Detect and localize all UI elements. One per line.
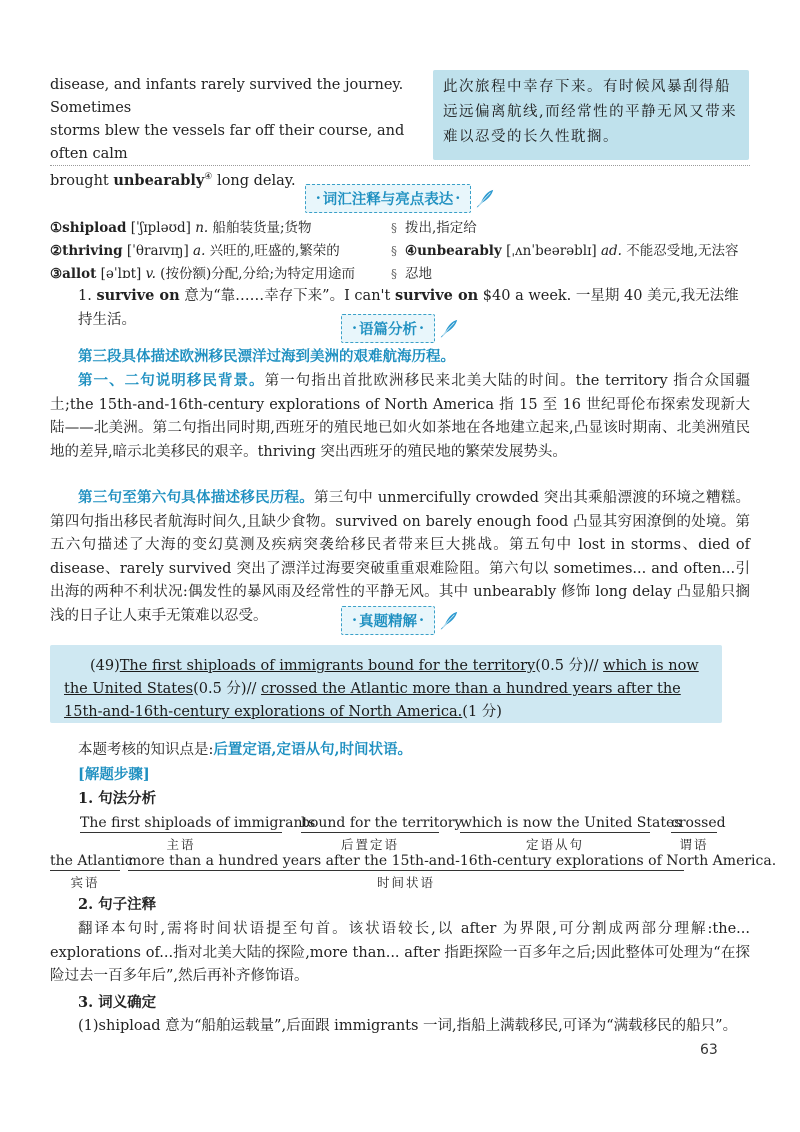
analysis-heading: 第三段具体描述欧洲移民漂洋过海到美洲的艰难航海历程。: [78, 348, 455, 365]
vocab-entry: ①shipload [ˈʃɪpləʊd] n. 船舶装货量;货物: [50, 220, 312, 236]
section-title: 语篇分析: [359, 321, 417, 338]
analysis-paragraph-1: 第一、二句说明移民背景。第一句指出首批欧洲移民来北美大陆的时间。the territory 指合众国疆土;the 15th-and-16th-century explorations of North America 指 15 至 16 世纪哥伦布探索发现新大陆——北美洲。第二句指出同时期,西班牙的殖民地已如火如茶地在各地建立起来,凸显该时期南、北美洲殖民地的差异,暗示北美移民的艰辛。thriving 突出西班牙的殖民地的繁荣发展势头。: [50, 372, 751, 460]
survive-note: 1. survive on 意为“靠……幸存下来”。I can't survive on $40 a week. 一星期 40 美元,我无法维持生活。: [78, 287, 739, 328]
passage-translation-box: 此次旅程中幸存下来。有时候风暴刮得船 远远偏离航线,而经常性的平静无风又带来 难以忍受的长久性耽搁。: [433, 70, 749, 160]
vocab-section-header: · 词汇注释与亮点表达 ·: [0, 184, 800, 213]
section-title: 词汇注释与亮点表达: [322, 191, 454, 208]
vocab-entry: ②thriving [ˈθraɪvɪŋ] a. 兴旺的,旺盛的,繁荣的: [50, 243, 340, 259]
quill-pen-icon: [437, 318, 459, 340]
exam-section-header: · 真题精解 ·: [0, 606, 800, 635]
analysis-paragraph-2: 第三句至第六句具体描述移民历程。第三句中 unmercifully crowded 突出其乘船漂渡的环境之糟糕。第四句指出移民者航海时间久,且缺少食物。survived on barely enough food 凸显其穷困潦倒的处境。第五六句描述了大海的变幻莫测及疾病突袭给移民者带来巨大挑战。第五句中 lost in storms、died of disease、rarely survived 突出了漂洋过海要突破重重艰难险阻。第六句以 sometimes... and often...引出海的两种不利状况:偶发性的暴风雨及经常性的平静无风。其中 unbearably 修饰 long delay 凸显船只搁浅的日子让人束手无策难以忍受。: [50, 489, 750, 624]
syntax-segment: bound for the territory 后置定语: [301, 815, 463, 852]
highlight-word: unbearably: [113, 171, 205, 189]
step-3-title: 3. 词义确定: [78, 994, 157, 1011]
section-divider: [50, 165, 750, 166]
knowledge-points: 本题考核的知识点是:后置定语,定语从句,时间状语。: [78, 741, 412, 758]
syntax-segment: more than a hundred years after the 15th-and-16th-century explorations of North America. 时间状语: [128, 853, 777, 890]
quill-pen-icon: [437, 610, 459, 632]
analysis-section-header: · 语篇分析 ·: [0, 314, 800, 343]
step-2-title: 2. 句子注释: [78, 896, 157, 913]
syntax-row-1: [0, 815, 800, 855]
section-title: 真题精解: [359, 613, 417, 630]
syntax-segment: the Atlantic 宾语: [50, 853, 133, 890]
quill-pen-icon: [473, 188, 495, 210]
page-number: 63: [700, 1042, 718, 1058]
step-1-title: 1. 句法分析: [78, 790, 157, 807]
passage-english: [50, 74, 420, 193]
vocab-entry: ③allot [əˈlɒt] v. (按份额)分配,分给;为特定用途而: [50, 266, 356, 282]
passage-line: disease, and infants rarely survived the journey. Sometimes: [50, 77, 404, 116]
passage-line: storms blew the vessels far off their course, and often calm: [50, 123, 405, 162]
vocab-entry: ④unbearably [ˌʌnˈbeərəblɪ] ad. 不能忍受地,无法容: [405, 243, 739, 259]
word-meaning-paragraph: (1)shipload 意为“船舶运载量”,后面跟 immigrants 一词,指船上满载移民,可译为“满载移民的船只”。: [78, 1018, 738, 1034]
syntax-segment: which is now the United States 定语从句: [460, 815, 682, 852]
syntax-segment: The first shiploads of immigrants 主语: [80, 815, 316, 852]
column-separator: § § §: [391, 221, 397, 281]
syntax-segment: crossed 谓语: [671, 815, 726, 852]
steps-title: [解题步骤]: [78, 766, 150, 783]
syntax-row-2: [0, 853, 800, 893]
vocab-list: ①shipload [ˈʃɪpləʊd] n. 船舶装货量;货物 ②thriving [ˈθraɪvɪŋ] a. 兴旺的,旺盛的,繁荣的 ③allot [əˈlɒt] v. (按份额)分配,分给;为特定用途而 § § § 拨出,指定给 ④unbearably [ˌʌnˈbeərəblɪ] ad. 不能忍受地,无法容 忍地: [50, 217, 750, 289]
sentence-note-paragraph: 翻译本句时,需将时间状语提至句首。该状语较长,以 after 为界限,可分割成两部分理解:the... explorations of...指对北美大陆的探险,more than... after 指距探险一百多年之后;因此整体可处理为“在探险过去一百多年后”,然后再补齐修饰语。: [50, 921, 750, 984]
passage-line: brought unbearably④ long delay.: [50, 171, 296, 189]
exam-sentence-box: (49)The first shiploads of immigrants bound for the territory(0.5 分)// which is now the United States(0.5 分)// crossed the Atlantic more than a hundred years after the 15th-and-16th-century explorations of North America.(1 分): [50, 645, 722, 723]
